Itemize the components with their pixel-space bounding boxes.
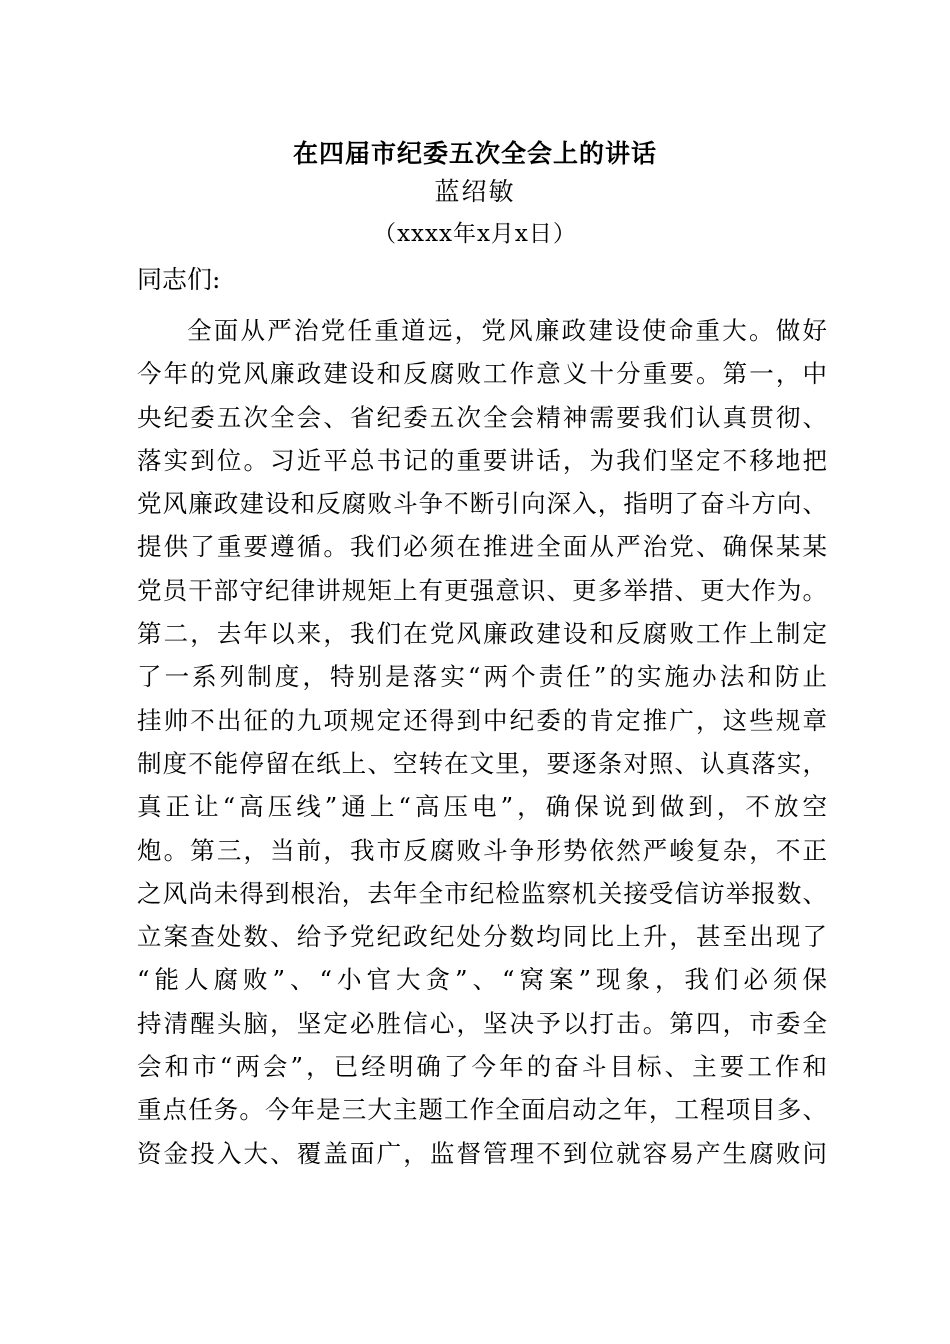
body-line: 央纪委五次全会、省纪委五次全会精神需要我们认真贯彻、 [137,402,827,432]
body-line: 资金投入大、覆盖面广，监督管理不到位就容易产生腐败问 [137,1138,827,1168]
body-line: 之风尚未得到根治，去年全市纪检监察机关接受信访举报数、 [137,878,827,908]
body-line: 炮。第三，当前，我市反腐败斗争形势依然严峻复杂，不正 [137,835,827,865]
document-date: （xxxx年x月x日） [373,221,577,247]
body-line: 持清醒头脑，坚定必胜信心，坚决予以打击。第四，市委全 [137,1008,827,1038]
body-line: 真正让“高压线”通上“高压电”，确保说到做到，不放空 [137,792,827,822]
body-line: 今年的党风廉政建设和反腐败工作意义十分重要。第一，中 [137,359,827,389]
salutation: 同志们: [137,265,221,294]
body-line: 会和市“两会”，已经明确了今年的奋斗目标、主要工作和 [137,1052,827,1082]
document-author: 蓝绍敏 [434,177,516,206]
body-text [137,309,827,1175]
body-line: 党员干部守纪律讲规矩上有更强意识、更多举措、更大作为。 [137,575,827,605]
body-line: 落实到位。习近平总书记的重要讲话，为我们坚定不移地把 [137,445,827,475]
body-line: 全面从严治党任重道远，党风廉政建设使命重大。做好 [187,316,827,345]
body-line: 重点任务。今年是三大主题工作全面启动之年，工程项目多、 [137,1095,827,1125]
body-line: 了一系列制度，特别是落实“两个责任”的实施办法和防止 [137,662,827,692]
body-line: 提供了重要遵循。我们必须在推进全面从严治党、确保某某 [137,532,827,562]
body-line: 党风廉政建设和反腐败斗争不断引向深入，指明了奋斗方向、 [137,489,827,519]
body-line: 制度不能停留在纸上、空转在文里，要逐条对照、认真落实， [137,748,827,778]
body-line: “能人腐败”、“小官大贪”、“窝案”现象，我们必须保 [137,965,827,995]
body-line: 第二，去年以来，我们在党风廉政建设和反腐败工作上制定 [137,619,827,649]
body-line: 挂帅不出征的九项规定还得到中纪委的肯定推广，这些规章 [137,705,827,735]
document-title: 在四届市纪委五次全会上的讲话 [292,139,657,168]
body-line: 立案查处数、给予党纪政纪处分数均同比上升，甚至出现了 [137,922,827,952]
